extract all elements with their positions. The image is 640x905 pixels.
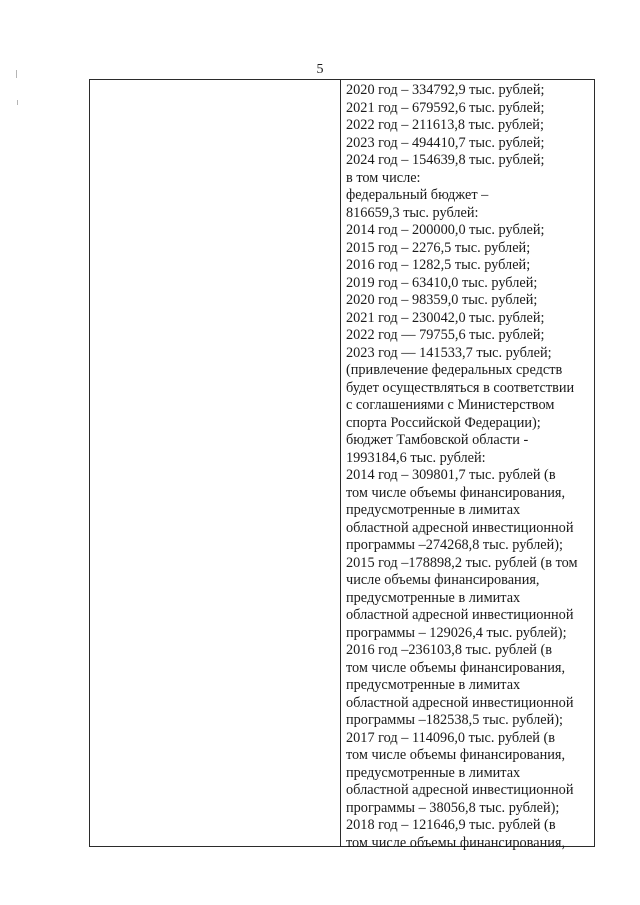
funding-line: предусмотренные в лимитах (346, 677, 521, 693)
funding-line: спорта Российской Федерации); (346, 414, 541, 431)
funding-line: 2022 год — 79755,6 тыс. рублей; (346, 327, 545, 343)
funding-line: числе объемы финансирования, (346, 572, 540, 588)
funding-line: 2021 год – 679592,6 тыс. рублей; (346, 99, 545, 116)
funding-line: 2018 год – 121646,9 тыс. рублей (в (346, 817, 556, 833)
column-divider (340, 80, 341, 846)
funding-line: будет осуществляться в соответствии (346, 379, 575, 396)
funding-line: 2022 год – 211613,8 тыс. рублей; (346, 117, 544, 133)
funding-line: федеральный бюджет – (346, 187, 489, 203)
funding-line: областной адресной инвестиционной (346, 607, 574, 623)
funding-line: 2024 год – 154639,8 тыс. рублей; (346, 152, 545, 168)
funding-line: программы – 38056,8 тыс. рублей); (346, 799, 560, 816)
funding-line: том числе объемы финансирования, (346, 659, 566, 676)
funding-line: предусмотренные в лимитах (346, 502, 521, 518)
funding-line: программы – 129026,4 тыс. рублей); (346, 624, 567, 641)
funding-line: областной адресной инвестиционной (346, 519, 574, 536)
funding-line: программы –182538,5 тыс. рублей); (346, 712, 563, 728)
funding-line: 2016 год – 1282,5 тыс. рублей; (346, 257, 531, 273)
funding-line: 2020 год – 98359,0 тыс. рублей; (346, 292, 538, 308)
funding-line: предусмотренные в лимитах (346, 764, 521, 781)
scan-mark (16, 70, 17, 78)
funding-line: том числе объемы финансирования, (346, 747, 566, 763)
funding-line: 1993184,6 тыс. рублей: (346, 449, 486, 466)
funding-line: 2014 год – 309801,7 тыс. рублей (в (346, 467, 556, 483)
funding-line: 2016 год –236103,8 тыс. рублей (в (346, 642, 552, 658)
funding-details-cell (346, 82, 594, 852)
page-number: 5 (316, 62, 324, 77)
funding-line: предусмотренные в лимитах (346, 589, 521, 606)
funding-line: (привлечение федеральных средств (346, 362, 563, 378)
funding-line: 2023 год — 141533,7 тыс. рублей; (346, 344, 552, 361)
funding-line: 2015 год –178898,2 тыс. рублей (в том (346, 554, 578, 571)
funding-line: в том числе: (346, 169, 421, 186)
funding-line: 2019 год – 63410,0 тыс. рублей; (346, 274, 538, 291)
funding-line: 2020 год – 334792,9 тыс. рублей; (346, 82, 545, 98)
scan-mark (17, 100, 18, 105)
funding-line: 816659,3 тыс. рублей: (346, 204, 479, 221)
funding-line: 2015 год – 2276,5 тыс. рублей; (346, 239, 531, 256)
funding-line: 2017 год – 114096,0 тыс. рублей (в (346, 729, 556, 746)
funding-line: 2021 год – 230042,0 тыс. рублей; (346, 309, 545, 326)
funding-line: бюджет Тамбовской области - (346, 432, 529, 448)
funding-line: с соглашениями с Министерством (346, 397, 555, 413)
funding-line: областной адресной инвестиционной (346, 782, 574, 798)
funding-line: 2014 год – 200000,0 тыс. рублей; (346, 222, 545, 238)
funding-line: областной адресной инвестиционной (346, 694, 574, 711)
funding-table (89, 79, 595, 851)
funding-line: том числе объемы финансирования, (346, 834, 566, 851)
funding-line: том числе объемы финансирования, (346, 484, 566, 501)
funding-line: программы –274268,8 тыс. рублей); (346, 537, 563, 553)
funding-line: 2023 год – 494410,7 тыс. рублей; (346, 134, 545, 151)
